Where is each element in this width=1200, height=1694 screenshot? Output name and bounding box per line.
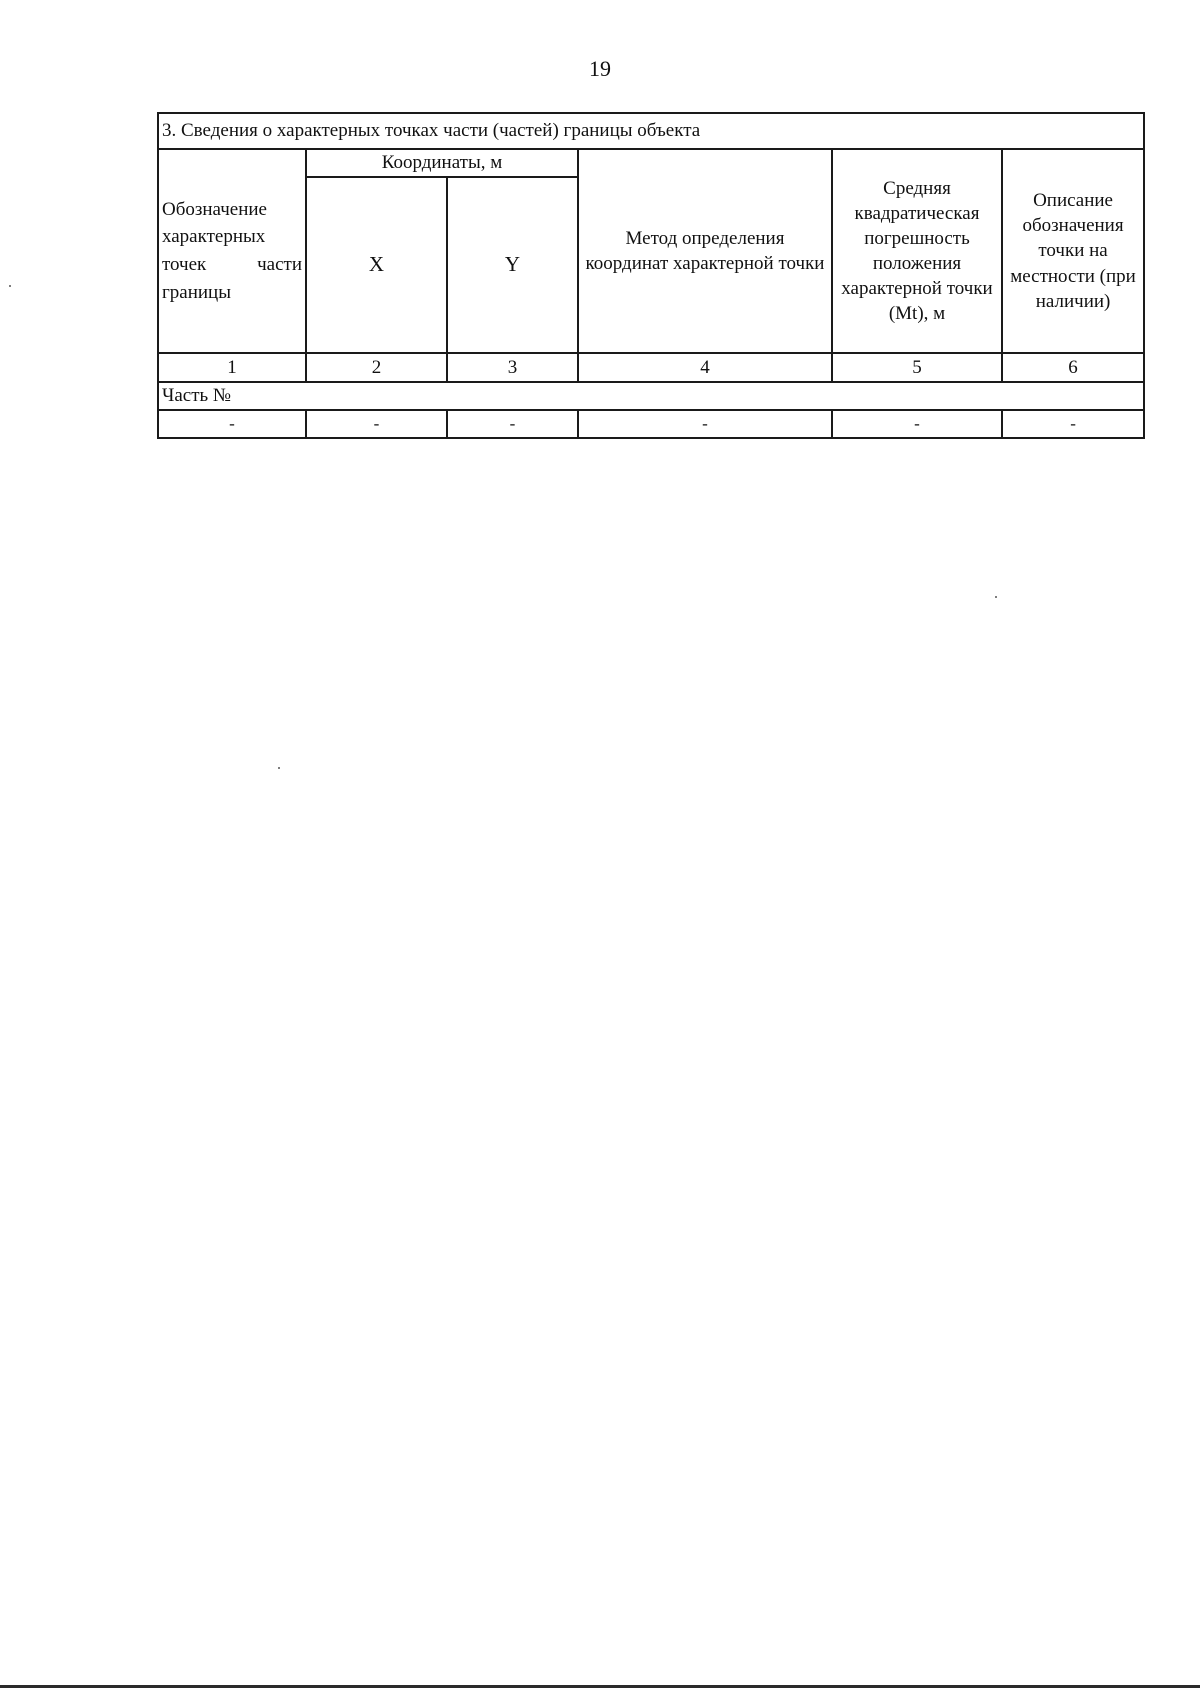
table-title-row xyxy=(158,113,1144,149)
column-number: 1 xyxy=(158,353,306,382)
header-description: Описание обозначения точки на местности (при наличии) xyxy=(1002,149,1144,353)
section-title: 3. Сведения о характерных точках части (частей) границы объекта xyxy=(158,113,1144,149)
scan-speck xyxy=(278,767,280,769)
table-cell: - xyxy=(158,410,306,438)
table-cell: - xyxy=(306,410,447,438)
part-label: Часть № xyxy=(158,382,1144,410)
table-cell: - xyxy=(578,410,832,438)
header-coordinates: Координаты, м xyxy=(306,149,578,177)
column-number-row xyxy=(158,353,1144,382)
characteristic-points-table xyxy=(157,112,1145,439)
table-row xyxy=(158,410,1144,438)
header-error: Средняя квадратическая погрешность положения характерной точки (Mt), м xyxy=(832,149,1002,353)
header-y: Y xyxy=(447,177,578,353)
header-row-1 xyxy=(158,149,1144,177)
scan-speck xyxy=(9,285,11,287)
part-row xyxy=(158,382,1144,410)
column-number: 5 xyxy=(832,353,1002,382)
table-cell: - xyxy=(447,410,578,438)
page-bottom-edge xyxy=(0,1685,1200,1688)
scan-speck xyxy=(995,596,997,598)
header-method: Метод определения координат характерной точки xyxy=(578,149,832,353)
header-designation: Обозначение характерных точек части границы xyxy=(158,149,306,353)
column-number: 3 xyxy=(447,353,578,382)
header-x: X xyxy=(306,177,447,353)
column-number: 2 xyxy=(306,353,447,382)
column-number: 4 xyxy=(578,353,832,382)
column-number: 6 xyxy=(1002,353,1144,382)
table-cell: - xyxy=(832,410,1002,438)
table-cell: - xyxy=(1002,410,1144,438)
page-number: 19 xyxy=(589,56,611,81)
